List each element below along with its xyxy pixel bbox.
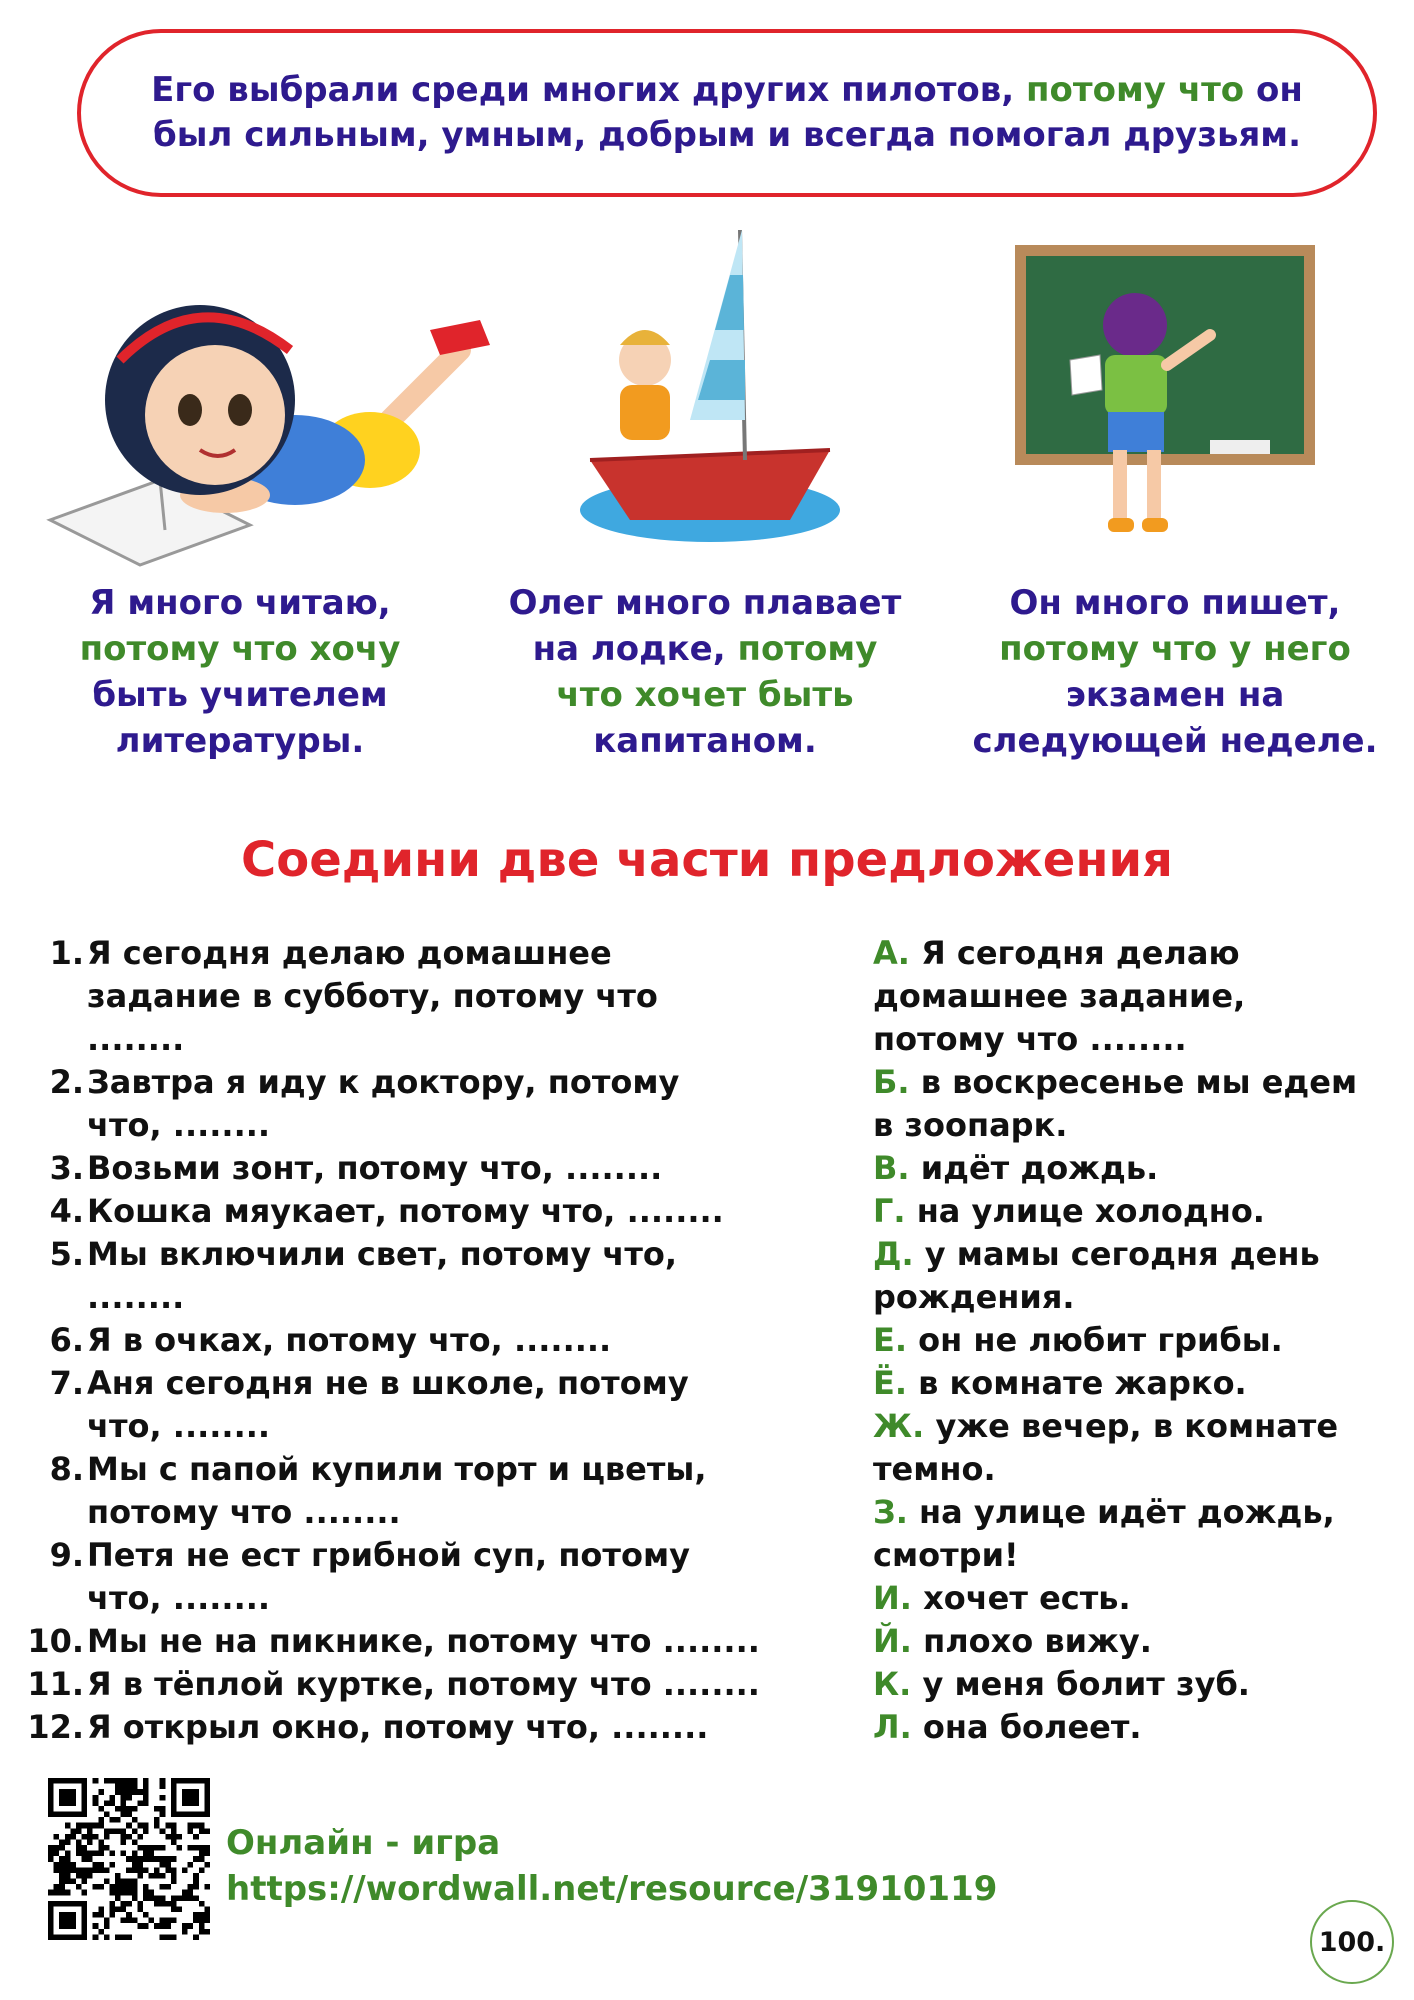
item-text: домашнее задание, bbox=[873, 977, 1246, 1015]
right-list-item bbox=[873, 1147, 1393, 1190]
left-list-item bbox=[20, 1362, 810, 1448]
page-number: 100. bbox=[1310, 1900, 1394, 1984]
item-text: у мамы сегодня день bbox=[913, 1235, 1320, 1273]
item-text: рождения. bbox=[873, 1278, 1075, 1316]
footer-label: Онлайн - игра bbox=[226, 1823, 501, 1863]
left-list-item bbox=[20, 1319, 810, 1362]
item-text bbox=[84, 1061, 810, 1147]
boy-boat-illustration bbox=[570, 220, 850, 550]
item-text-line: Мы не на пикнике, потому что ........ bbox=[87, 1622, 760, 1660]
left-list-item bbox=[20, 1620, 810, 1663]
right-list-item bbox=[873, 1233, 1393, 1319]
caption-line: потому что хочу bbox=[79, 629, 401, 669]
item-text-line bbox=[873, 1706, 1393, 1749]
item-text-line: Я в тёплой куртке, потому что ........ bbox=[87, 1665, 760, 1703]
item-text bbox=[84, 1448, 810, 1534]
sentence-start-list bbox=[20, 932, 810, 1749]
item-text-line: Я в очках, потому что, ........ bbox=[87, 1321, 612, 1359]
item-text: она болеет. bbox=[911, 1708, 1142, 1746]
item-text-line: ........ bbox=[87, 1020, 185, 1058]
item-text: у меня болит зуб. bbox=[911, 1665, 1250, 1703]
caption-line: капитаном. bbox=[593, 721, 817, 761]
item-number: 2. bbox=[49, 1063, 84, 1101]
left-list-item bbox=[20, 1233, 810, 1319]
item-text: в комнате жарко. bbox=[907, 1364, 1247, 1402]
left-list-item bbox=[20, 1706, 810, 1749]
item-text-line bbox=[873, 1061, 1393, 1104]
item-text-line: что, ........ bbox=[87, 1407, 271, 1445]
intro-line1-a: Его выбрали среди многих других пилотов, bbox=[151, 70, 1027, 110]
item-text-line bbox=[873, 1405, 1393, 1448]
caption-line: следующей неделе. bbox=[972, 721, 1378, 761]
caption-line: Он много пишет, bbox=[1009, 583, 1341, 623]
right-list-item bbox=[873, 1190, 1393, 1233]
item-letter: Л. bbox=[873, 1708, 912, 1746]
caption-girl bbox=[40, 580, 440, 764]
item-text-line bbox=[873, 1190, 1393, 1233]
item-text-line: Аня сегодня не в школе, потому bbox=[87, 1364, 689, 1402]
item-text bbox=[84, 1663, 810, 1706]
item-letter: Е. bbox=[873, 1321, 908, 1359]
intro-banner bbox=[77, 29, 1377, 197]
left-list-item bbox=[20, 1448, 810, 1534]
left-list-item bbox=[20, 1147, 810, 1190]
item-text: хочет есть. bbox=[911, 1579, 1131, 1617]
intro-line1-c: он bbox=[1244, 70, 1303, 110]
item-letter: И. bbox=[873, 1579, 912, 1617]
item-text bbox=[84, 1190, 810, 1233]
intro-line2: был сильным, умным, добрым и всегда помогал друзьям. bbox=[153, 115, 1301, 155]
item-text bbox=[84, 1620, 810, 1663]
item-text-line bbox=[873, 1620, 1393, 1663]
right-list-item bbox=[873, 1620, 1393, 1663]
item-letter: Д. bbox=[873, 1235, 914, 1273]
item-text-line bbox=[873, 1018, 1393, 1061]
item-number: 10. bbox=[27, 1622, 84, 1660]
left-list-item bbox=[20, 1061, 810, 1147]
item-letter: К. bbox=[873, 1665, 912, 1703]
caption-line: литературы. bbox=[115, 721, 365, 761]
right-list-item bbox=[873, 1491, 1393, 1577]
item-text-line: Завтра я иду к доктору, потому bbox=[87, 1063, 680, 1101]
item-text-line: Я сегодня делаю домашнее bbox=[87, 934, 612, 972]
item-text: в воскресенье мы едем bbox=[909, 1063, 1358, 1101]
item-text: уже вечер, в комнате bbox=[924, 1407, 1339, 1445]
left-list-item bbox=[20, 1190, 810, 1233]
item-text: потому что ........ bbox=[873, 1020, 1187, 1058]
right-list-item bbox=[873, 1319, 1393, 1362]
item-text: он не любит грибы. bbox=[907, 1321, 1283, 1359]
item-text-line: Кошка мяукает, потому что, ........ bbox=[87, 1192, 724, 1230]
item-text: Я сегодня делаю bbox=[909, 934, 1240, 972]
item-number: 12. bbox=[27, 1708, 84, 1746]
item-text bbox=[84, 1147, 810, 1190]
item-text-line bbox=[873, 1233, 1393, 1276]
item-text: темно. bbox=[873, 1450, 996, 1488]
right-list-item bbox=[873, 1577, 1393, 1620]
item-text bbox=[84, 1534, 810, 1620]
item-letter: Й. bbox=[873, 1622, 912, 1660]
item-text bbox=[84, 1233, 810, 1319]
item-letter: А. bbox=[873, 934, 910, 972]
caption-part: потому bbox=[737, 629, 878, 669]
item-number: 8. bbox=[49, 1450, 84, 1488]
item-text-line: Мы с папой купили торт и цветы, bbox=[87, 1450, 707, 1488]
left-list-item bbox=[20, 1534, 810, 1620]
item-text-line: потому что ........ bbox=[87, 1493, 401, 1531]
caption-part: потому что bbox=[999, 629, 1218, 669]
item-text-line bbox=[873, 1448, 1393, 1491]
item-letter: Г. bbox=[873, 1192, 906, 1230]
caption-line: Олег много плавает bbox=[508, 583, 902, 623]
caption-line: Я много читаю, bbox=[89, 583, 391, 623]
girl-reading-illustration bbox=[40, 290, 510, 570]
left-list-item bbox=[20, 932, 810, 1061]
intro-text bbox=[151, 68, 1303, 158]
item-text-line bbox=[873, 1104, 1393, 1147]
item-letter: Ж. bbox=[873, 1407, 925, 1445]
caption-part: на лодке, bbox=[532, 629, 738, 669]
item-number: 4. bbox=[49, 1192, 84, 1230]
item-text-line bbox=[873, 1319, 1393, 1362]
item-text bbox=[84, 932, 810, 1061]
item-text: идёт дождь. bbox=[909, 1149, 1159, 1187]
item-text-line: что, ........ bbox=[87, 1106, 271, 1144]
right-list-item bbox=[873, 1362, 1393, 1405]
qr-code[interactable] bbox=[48, 1778, 210, 1940]
item-text bbox=[84, 1362, 810, 1448]
item-text bbox=[84, 1319, 810, 1362]
intro-line1-b: потому что bbox=[1026, 70, 1245, 110]
item-text-line bbox=[873, 975, 1393, 1018]
item-text-line bbox=[873, 1276, 1393, 1319]
item-text-line: Я открыл окно, потому что, ........ bbox=[87, 1708, 709, 1746]
item-letter: Ё. bbox=[873, 1364, 908, 1402]
item-text-line bbox=[873, 1534, 1393, 1577]
caption-line: экзамен на bbox=[1065, 675, 1285, 715]
online-game-link[interactable]: https://wordwall.net/resource/31910119 bbox=[226, 1869, 998, 1909]
boy-chalkboard-illustration bbox=[1010, 240, 1320, 550]
item-text-line bbox=[873, 1147, 1393, 1190]
item-number: 3. bbox=[49, 1149, 84, 1187]
item-text-line bbox=[873, 1577, 1393, 1620]
item-text bbox=[84, 1706, 810, 1749]
item-number: 1. bbox=[49, 934, 84, 972]
item-letter: З. bbox=[873, 1493, 908, 1531]
item-letter: В. bbox=[873, 1149, 910, 1187]
sentence-end-list bbox=[873, 932, 1393, 1749]
item-text-line bbox=[873, 932, 1393, 975]
left-list-item bbox=[20, 1663, 810, 1706]
item-text-line bbox=[873, 1491, 1393, 1534]
right-list-item bbox=[873, 1706, 1393, 1749]
item-number: 9. bbox=[49, 1536, 84, 1574]
caption-part: что bbox=[556, 675, 623, 715]
caption-boat bbox=[495, 580, 915, 764]
item-text: на улице идёт дождь, bbox=[907, 1493, 1335, 1531]
section-title: Соедини две части предложения bbox=[241, 832, 1173, 888]
item-text-line: ........ bbox=[87, 1278, 185, 1316]
item-number: 7. bbox=[49, 1364, 84, 1402]
item-text-line bbox=[873, 1663, 1393, 1706]
caption-part: у него bbox=[1217, 629, 1351, 669]
item-text-line: Петя не ест грибной суп, потому bbox=[87, 1536, 690, 1574]
right-list-item bbox=[873, 1663, 1393, 1706]
item-text: плохо вижу. bbox=[911, 1622, 1152, 1660]
footer-text bbox=[226, 1820, 997, 1912]
item-text-line: что, ........ bbox=[87, 1579, 271, 1617]
item-text-line: Возьми зонт, потому что, ........ bbox=[87, 1149, 663, 1187]
right-list-item bbox=[873, 1405, 1393, 1491]
caption-board bbox=[965, 580, 1385, 764]
right-list-item bbox=[873, 932, 1393, 1061]
item-text: на улице холодно. bbox=[905, 1192, 1265, 1230]
caption-line: быть учителем bbox=[92, 675, 388, 715]
item-letter: Б. bbox=[873, 1063, 910, 1101]
item-text-line: Мы включили свет, потому что, bbox=[87, 1235, 678, 1273]
item-number: 5. bbox=[49, 1235, 84, 1273]
caption-part: хочет быть bbox=[622, 675, 854, 715]
item-text-line bbox=[873, 1362, 1393, 1405]
item-text: смотри! bbox=[873, 1536, 1019, 1574]
right-list-item bbox=[873, 1061, 1393, 1147]
item-text-line: задание в субботу, потому что bbox=[87, 977, 658, 1015]
item-number: 6. bbox=[49, 1321, 84, 1359]
item-text: в зоопарк. bbox=[873, 1106, 1068, 1144]
item-number: 11. bbox=[27, 1665, 84, 1703]
